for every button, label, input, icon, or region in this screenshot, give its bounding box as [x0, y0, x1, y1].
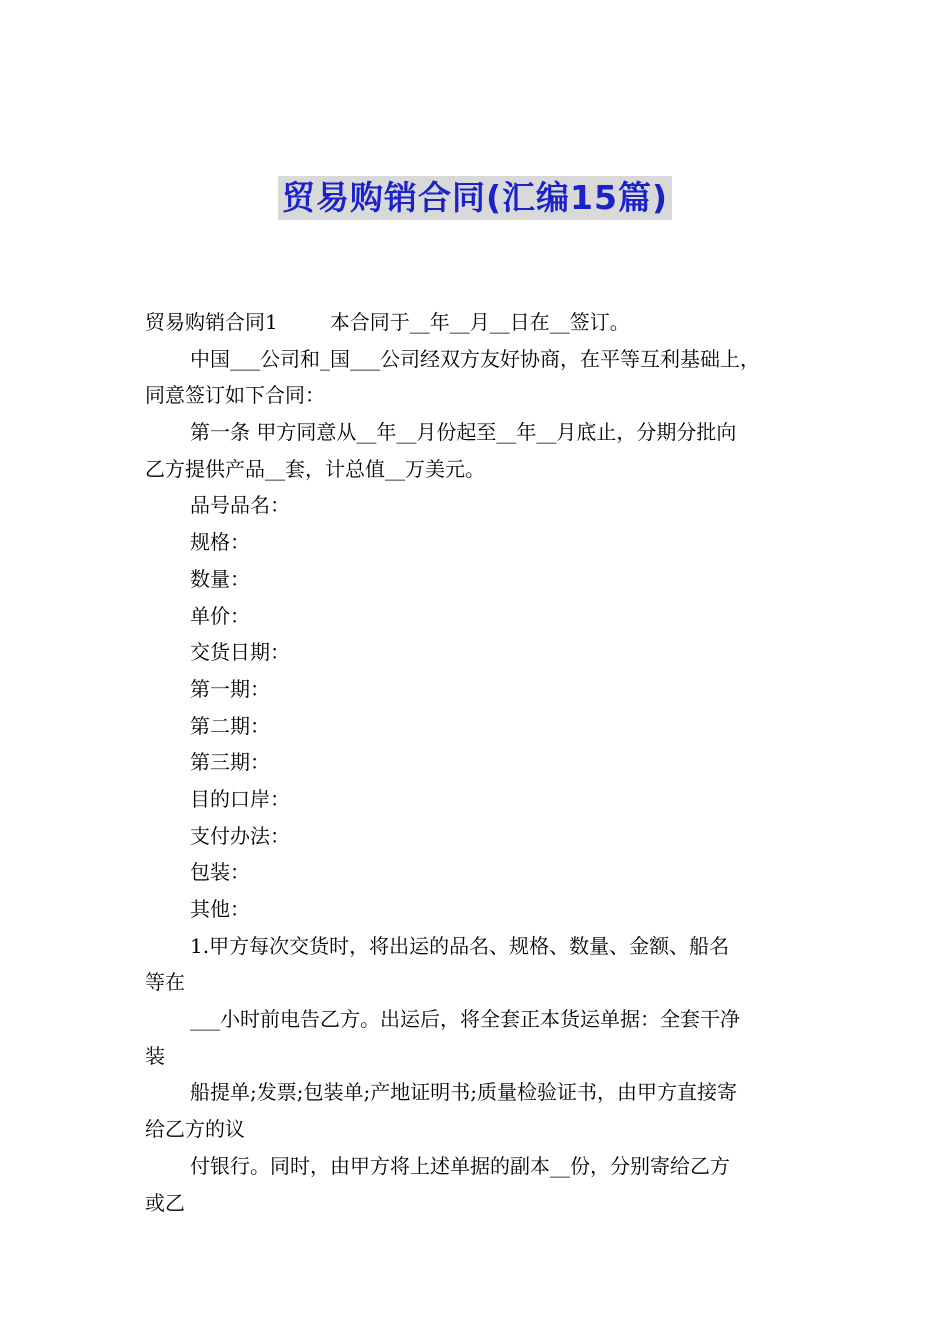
field-label-line: 第一期：: [190, 676, 270, 701]
title-block: [0, 176, 950, 220]
paragraph-line: 第一条 甲方同意从__年__月份起至__年__月底止，分期分批向: [190, 420, 737, 445]
paragraph-line: 中国___公司和_国___公司经双方友好协商，在平等互利基础上，: [190, 346, 760, 371]
paragraph-line: 船提单;发票;包装单;产地证明书;质量检验证书，由甲方直接寄: [190, 1080, 737, 1105]
paragraph-line: 同意签订如下合同：: [145, 383, 325, 408]
field-label-line: 规格：: [190, 530, 250, 555]
paragraph-line: 1.甲方每次交货时，将出运的品名、规格、数量、金额、船名: [190, 933, 730, 958]
document-title: 贸易购销合同(汇编15篇): [278, 176, 672, 220]
field-label-line: 其他：: [190, 897, 250, 921]
field-label-line: 目的口岸：: [190, 786, 290, 811]
contract-heading-line: [145, 304, 810, 341]
field-label-line: 包装：: [190, 860, 250, 885]
field-label-line: 单价：: [190, 603, 250, 628]
field-label-line: 数量：: [190, 566, 250, 591]
field-label-line: 品号品名：: [190, 493, 290, 518]
field-label-line: 支付办法：: [190, 823, 290, 848]
paragraph-line: 或乙: [145, 1190, 185, 1215]
document-body: [145, 304, 810, 1221]
contract-number-label: 贸易购销合同1: [145, 310, 278, 334]
field-label-line: 第三期：: [190, 750, 270, 775]
paragraph-text: 本合同于__年__月__日在__签订。: [329, 310, 630, 334]
paragraph-line: 付银行。同时，由甲方将上述单据的副本__份，分别寄给乙方: [190, 1153, 730, 1178]
paragraph-line: 给乙方的议: [145, 1117, 245, 1142]
field-label-line: 第二期：: [190, 713, 270, 738]
paragraph-line: 装: [145, 1043, 165, 1068]
paragraph-line: ___小时前电告乙方。出运后，将全套正本货运单据：全套干净: [190, 1007, 740, 1032]
paragraph-line: 等在: [145, 970, 185, 995]
field-label-line: 交货日期：: [190, 640, 290, 665]
paragraph-line: 乙方提供产品__套，计总值__万美元。: [145, 456, 485, 481]
